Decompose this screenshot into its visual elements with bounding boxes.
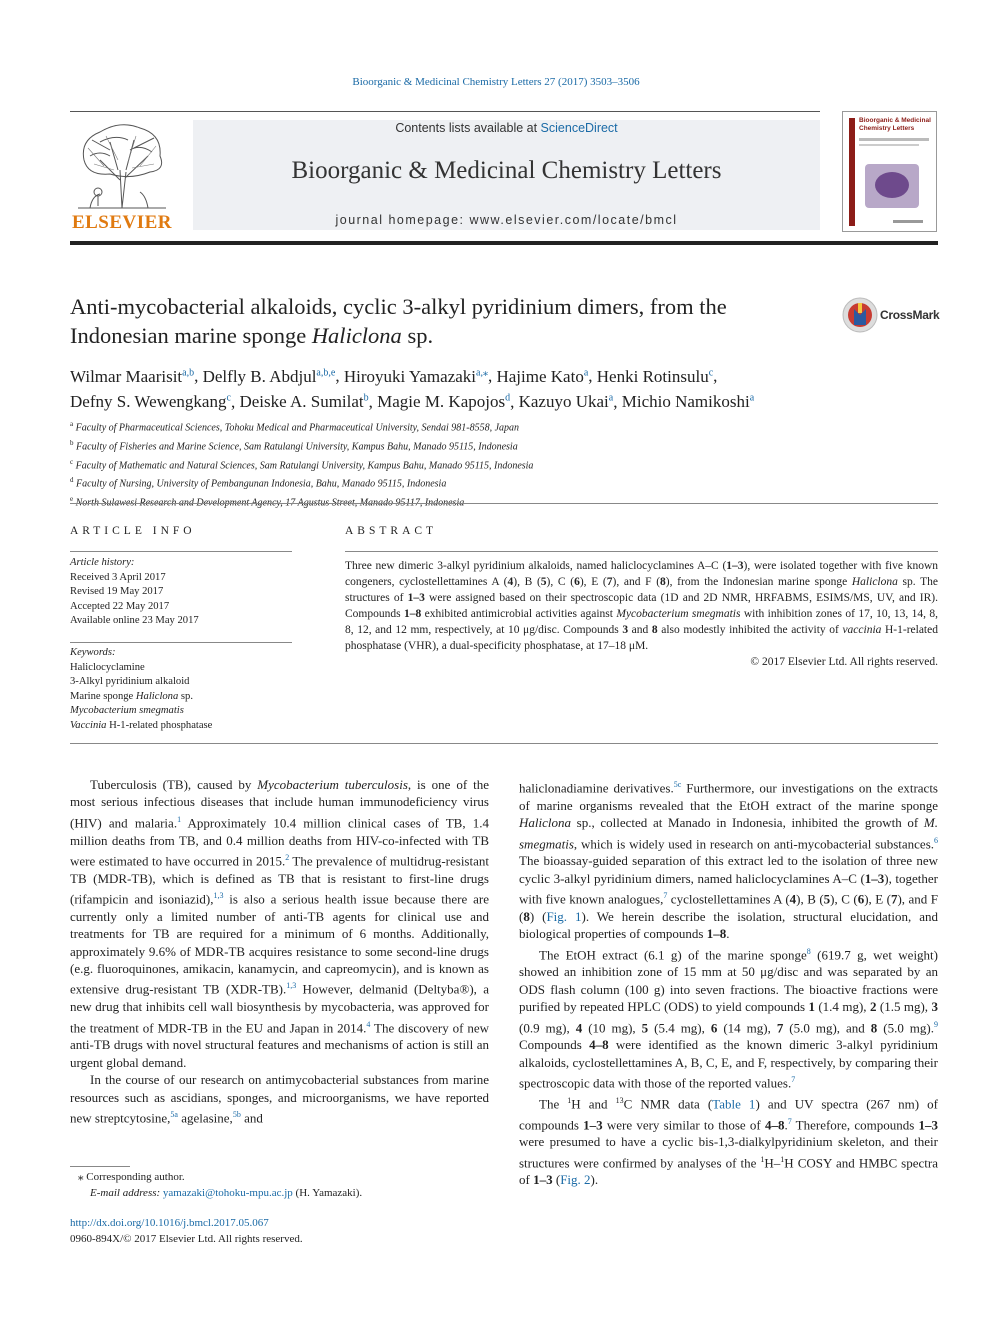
author[interactable]: Michio Namikoshi$^a$ (621, 392, 755, 412)
crossmark-badge[interactable] (842, 297, 942, 333)
author[interactable]: Hiroyuki Yamazaki$^{a,⁎}$ (343, 366, 488, 386)
contents-prefix: Contents lists available at (395, 121, 541, 135)
body-paragraph: haliclonadiamine derivatives.$^{5c}$ Furthermore, our investigations on the extracts of marine organisms revealed that the EtOH extract of the marine sponge Haliclona sp., collected at Manado in Indonesia, inhibited the growth of M. smegmatis, which is widely used in research on anti-mycobacterial substances.$^6$ The bioassay-guided separation of this extract led to the isolation of three new cyclic 3-alkyl pyridinium dimers, named haliclocyclamines A–C (1–3), together with five known analogues,$^7$ cyclostellettamines A (4), B (5), C (6), E (7), and F (8) (Fig. 1). We herein describe the isolation, structural elucidation, and biological properties of compounds 1–8. (519, 780, 939, 942)
cover-title-line1: Bioorganic & Medicinal (859, 117, 931, 124)
crossmark-icon (842, 297, 878, 333)
reference-link[interactable]: 5c (673, 780, 682, 789)
title-text: sp. (401, 323, 434, 348)
revised-date: Revised 19 May 2017 (70, 586, 164, 597)
cover-title-line2: Chemistry Letters (859, 125, 915, 132)
author[interactable]: Kazuyo Ukai$^a$ (518, 392, 614, 412)
table-link[interactable]: Table 1 (712, 1096, 756, 1112)
reference-link[interactable]: 5a (170, 1109, 178, 1119)
reference-link[interactable]: 7 (787, 1116, 792, 1126)
body-paragraph: The EtOH extract (6.1 g) of the marine sponge$^8$ (619.7 g, wet weight) showed an inhibition zone of 15 mm at 50 μg/disc and was separated by an ODS flash column (100 g) into seven fractions. The bioactive fractions were purified by repeated HPLC (ODS) to yield compounds 1 (1.4 mg), 2 (1.5 mg), 3 (0.9 mg), 4 (10 mg), 5 (5.4 mg), 6 (14 mg), 7 (5.0 mg), and 8 (5.0 mg).$^9$ Compounds 4–8 were identified as the known dimeric 3-alkyl pyridinium alkaloids, cyclostellettamines A, B, C, E, and F, respectively, by comparing their spectroscopic data with those of the reported values.$^7$ (519, 946, 939, 1091)
footnote-rule (70, 1166, 130, 1167)
affiliation: $^a$ Faculty of Pharmaceutical Sciences, Tohoku Medical and Pharmaceutical University, Sendai 981-8558, Japan (70, 420, 520, 434)
affiliation-divider (70, 503, 938, 504)
reference-link[interactable]: 8 (806, 946, 811, 956)
keyword: Vaccinia H-1-related phosphatase (70, 719, 213, 731)
author-list: Wilmar Maarisit$^{a,b}$, Delfly B. Abdjul$^{a,b,e}$, Hiroyuki Yamazaki$^{a,⁎}$, Hajime Kato$^a$, Henki Rotinsulu$^c$, Defny S. Wewengkang$^c$, Deiske A. Sumilat$^b$, Magie M. Kapojos$^d$, Kazuyo Ukai$^a$, Michio Namikoshi$^a$ (70, 366, 755, 412)
author[interactable]: Deiske A. Sumilat$^b$ (239, 392, 369, 412)
article-history (70, 556, 292, 629)
header-divider (70, 111, 820, 112)
keyword: Marine sponge Haliclona sp. (70, 690, 193, 702)
author[interactable]: Magie M. Kapojos$^d$ (377, 392, 511, 412)
figure-link[interactable]: Fig. 1 (546, 908, 582, 924)
issn-line: 0960-894X/© 2017 Elsevier Ltd. All rights reserved. (70, 1232, 303, 1245)
accepted-date: Accepted 22 May 2017 (70, 600, 170, 612)
author[interactable]: Defny S. Wewengkang$^c$ (70, 392, 231, 412)
homepage-url[interactable]: www.elsevier.com/locate/bmcl (469, 213, 678, 227)
title-text: Anti-mycobacterial alkaloids, cyclic 3-alkyl pyridinium dimers, from the Indonesian marine sponge (70, 294, 727, 348)
reference-link[interactable]: 4 (366, 1019, 371, 1029)
body-paragraph: The $^1$H and $^{13}$C NMR data (Table 1) and UV spectra (267 nm) of compounds 1–3 were very similar to those of 4–8.$^7$ Therefore, compounds 1–3 were presumed to have a cyclic bis-1,3-dialkylpyridinium skeleton, and their structures were confirmed by analyses of the $^1$H–$^1$H COSY and HMBC spectra of 1–3 (Fig. 2). (519, 1095, 938, 1188)
reference-link[interactable]: 6 (934, 835, 938, 845)
journal-citation[interactable]: Bioorganic & Medicinal Chemistry Letters 27 (2017) 3503–3506 (352, 76, 640, 88)
keywords-rule (70, 642, 292, 643)
cover-publisher-mark (893, 220, 923, 223)
abstract-heading: ABSTRACT (345, 525, 438, 537)
author[interactable]: Wilmar Maarisit$^{a,b}$ (70, 366, 195, 386)
cover-artwork-shape (875, 172, 909, 198)
body-right-column (519, 776, 938, 1189)
article-title (70, 292, 830, 350)
reference-link[interactable]: 7 (791, 1075, 796, 1085)
elsevier-tree-icon (70, 120, 174, 212)
figure-link[interactable]: Fig. 2 (560, 1172, 591, 1188)
history-label: Article history: (70, 557, 135, 568)
homepage-prefix: journal homepage: (335, 213, 470, 227)
journal-homepage (193, 213, 820, 227)
contents-line (193, 121, 820, 135)
reference-link[interactable]: 1 (177, 814, 182, 824)
affiliation: $^d$ Faculty of Nursing, University of Pembangunan Indonesia, Bahu, Manado 95115, Indonesia (70, 476, 447, 490)
reference-link[interactable]: 9 (933, 1019, 938, 1029)
keyword: 3-Alkyl pyridinium alkaloid (70, 676, 190, 687)
affiliation-list (70, 417, 940, 511)
body-paragraph: In the course of our research on antimycobacterial substances from marine resources such as ascidians, sponges, and microorganisms, we have reported new streptcytosine,$^{5a}$ agelasine,$^{5b}$ and (70, 1072, 489, 1126)
reference-link[interactable]: 1,3 (286, 981, 297, 991)
article-info-rule (70, 551, 292, 552)
reference-link[interactable]: 1,3 (213, 891, 224, 901)
reference-link[interactable]: 7 (663, 891, 668, 901)
email-link[interactable]: yamazaki@tohoku-mpu.ac.jp (162, 1186, 293, 1199)
affiliation: $^e$ North Sulawesi Research and Development Agency, 17 Agustus Street, Manado 95117, Indonesia (70, 495, 465, 509)
author[interactable]: Delfly B. Abdjul$^{a,b,e}$ (202, 366, 336, 386)
doi-block (70, 1216, 570, 1247)
cover-text-line (859, 138, 929, 141)
keyword: Haliclocyclamine (70, 661, 145, 673)
abstract-rule (345, 551, 938, 552)
journal-cover-thumbnail[interactable] (842, 111, 937, 232)
cover-text-line (859, 144, 919, 146)
abstract-paragraph: Three new dimeric 3-alkyl pyridinium alkaloids, named haliclocyclamines A–C (1–3), were isolated together with five known congeners, cyclostellettamines A (4), B (5), C (6), E (7), and F (8), from the Indonesian marine sponge Haliclona sp. The structures of 1–3 were assigned based on their spectroscopic data (1D and 2D NMR, HRFABMS, ESIMS/MS, UV, and IR). Compounds 1–8 exhibited antimicrobial activities against Mycobacterium smegmatis with inhibition zones of 17, 10, 13, 14, 8, 8, 12, and 12 mm, respectively, at 10 μg/disc. Compounds 3 and 8 also modestly inhibited the activity of vaccinia H-1-related phosphatase (VHR), a dual-specificity phosphatase, at 17–18 μM. (345, 560, 938, 652)
keywords (70, 646, 292, 733)
sciencedirect-link[interactable]: ScienceDirect (540, 121, 618, 135)
abstract-body (345, 558, 938, 670)
abstract-divider (70, 743, 938, 744)
affiliation: $^b$ Faculty of Fisheries and Marine Science, Sam Ratulangi University, Kampus Bahu, Manado 95115, Indonesia (70, 438, 518, 453)
reference-link[interactable]: 5b (232, 1109, 241, 1119)
received-date: Received 3 April 2017 (70, 571, 166, 583)
corresponding-author-note: ⁎ Corresponding author. E-mail address: yamazaki@tohoku-mpu.ac.jp (H. Yamazaki). (78, 1171, 363, 1199)
keywords-label: Keywords: (70, 647, 116, 658)
cover-title (859, 117, 933, 133)
abstract-copyright: © 2017 Elsevier Ltd. All rights reserved. (750, 656, 938, 668)
elsevier-logo[interactable] (70, 120, 174, 232)
body-paragraph: Tuberculosis (TB), caused by Mycobacterium tuberculosis, is one of the most serious infectious diseases that include human immunodeficiency virus (HIV) and malaria.$^1$ Approximately 10.4 million clinical cases of TB, 1.4 million deaths from TB, and 0.4 million deaths from HIV-co-infected with TB were estimated to have occurred in 2015.$^2$ The prevalence of multidrug-resistant TB (MDR-TB), which is defined as TB that is resistant to first-line drugs (rifampicin and isoniazid),$^{1,3}$ is also a serious health issue because there are currently only a limited number of anti-TB agents for clinical use and treatments for TB are required for a minimum of 6 months. Additionally, approximately 9.6% of MDR-TB acquires resistance to some second-line drugs (e.g. fluoroquinones, amikacin, kanamycin, and capreomycin), and is known as extensive drug-resistant TB (XDR-TB).$^{1,3}$ However, delmanid (Deltyba®), a new drug that inhibits cell wall biosynthesis by mycobacteria, was approved for the treatment of MDR-TB in the EU and Japan in 2014.$^4$ The discovery of new anti-TB drugs with novel structural features and mechanisms of action is still an urgent global demand. (70, 777, 489, 1070)
online-date: Available online 23 May 2017 (70, 615, 199, 626)
doi-link[interactable]: http://dx.doi.org/10.1016/j.bmcl.2017.05.067 (70, 1217, 269, 1229)
affiliation: $^c$ Faculty of Mathematic and Natural Sciences, Sam Ratulangi University, Kampus Bahu, Manado 95115, Indonesia (70, 457, 534, 471)
cover-spine (849, 118, 855, 226)
title-genus: Haliclona (311, 323, 402, 348)
cover-artwork (865, 164, 919, 208)
header-thick-rule (70, 241, 938, 245)
asterisk-mark: ⁎ (78, 1171, 84, 1183)
keyword: Mycobacterium smegmatis (70, 705, 184, 716)
author[interactable]: Hajime Kato$^a$ (496, 366, 589, 386)
elsevier-wordmark: ELSEVIER (71, 212, 173, 233)
crossmark-label: CrossMark (880, 308, 940, 322)
journal-title: Bioorganic & Medicinal Chemistry Letters (291, 157, 722, 184)
article-info-heading: ARTICLE INFO (70, 525, 196, 537)
author[interactable]: Henki Rotinsulu$^c$ (596, 366, 714, 386)
body-left-column (70, 776, 489, 1127)
reference-link[interactable]: 2 (285, 852, 290, 862)
